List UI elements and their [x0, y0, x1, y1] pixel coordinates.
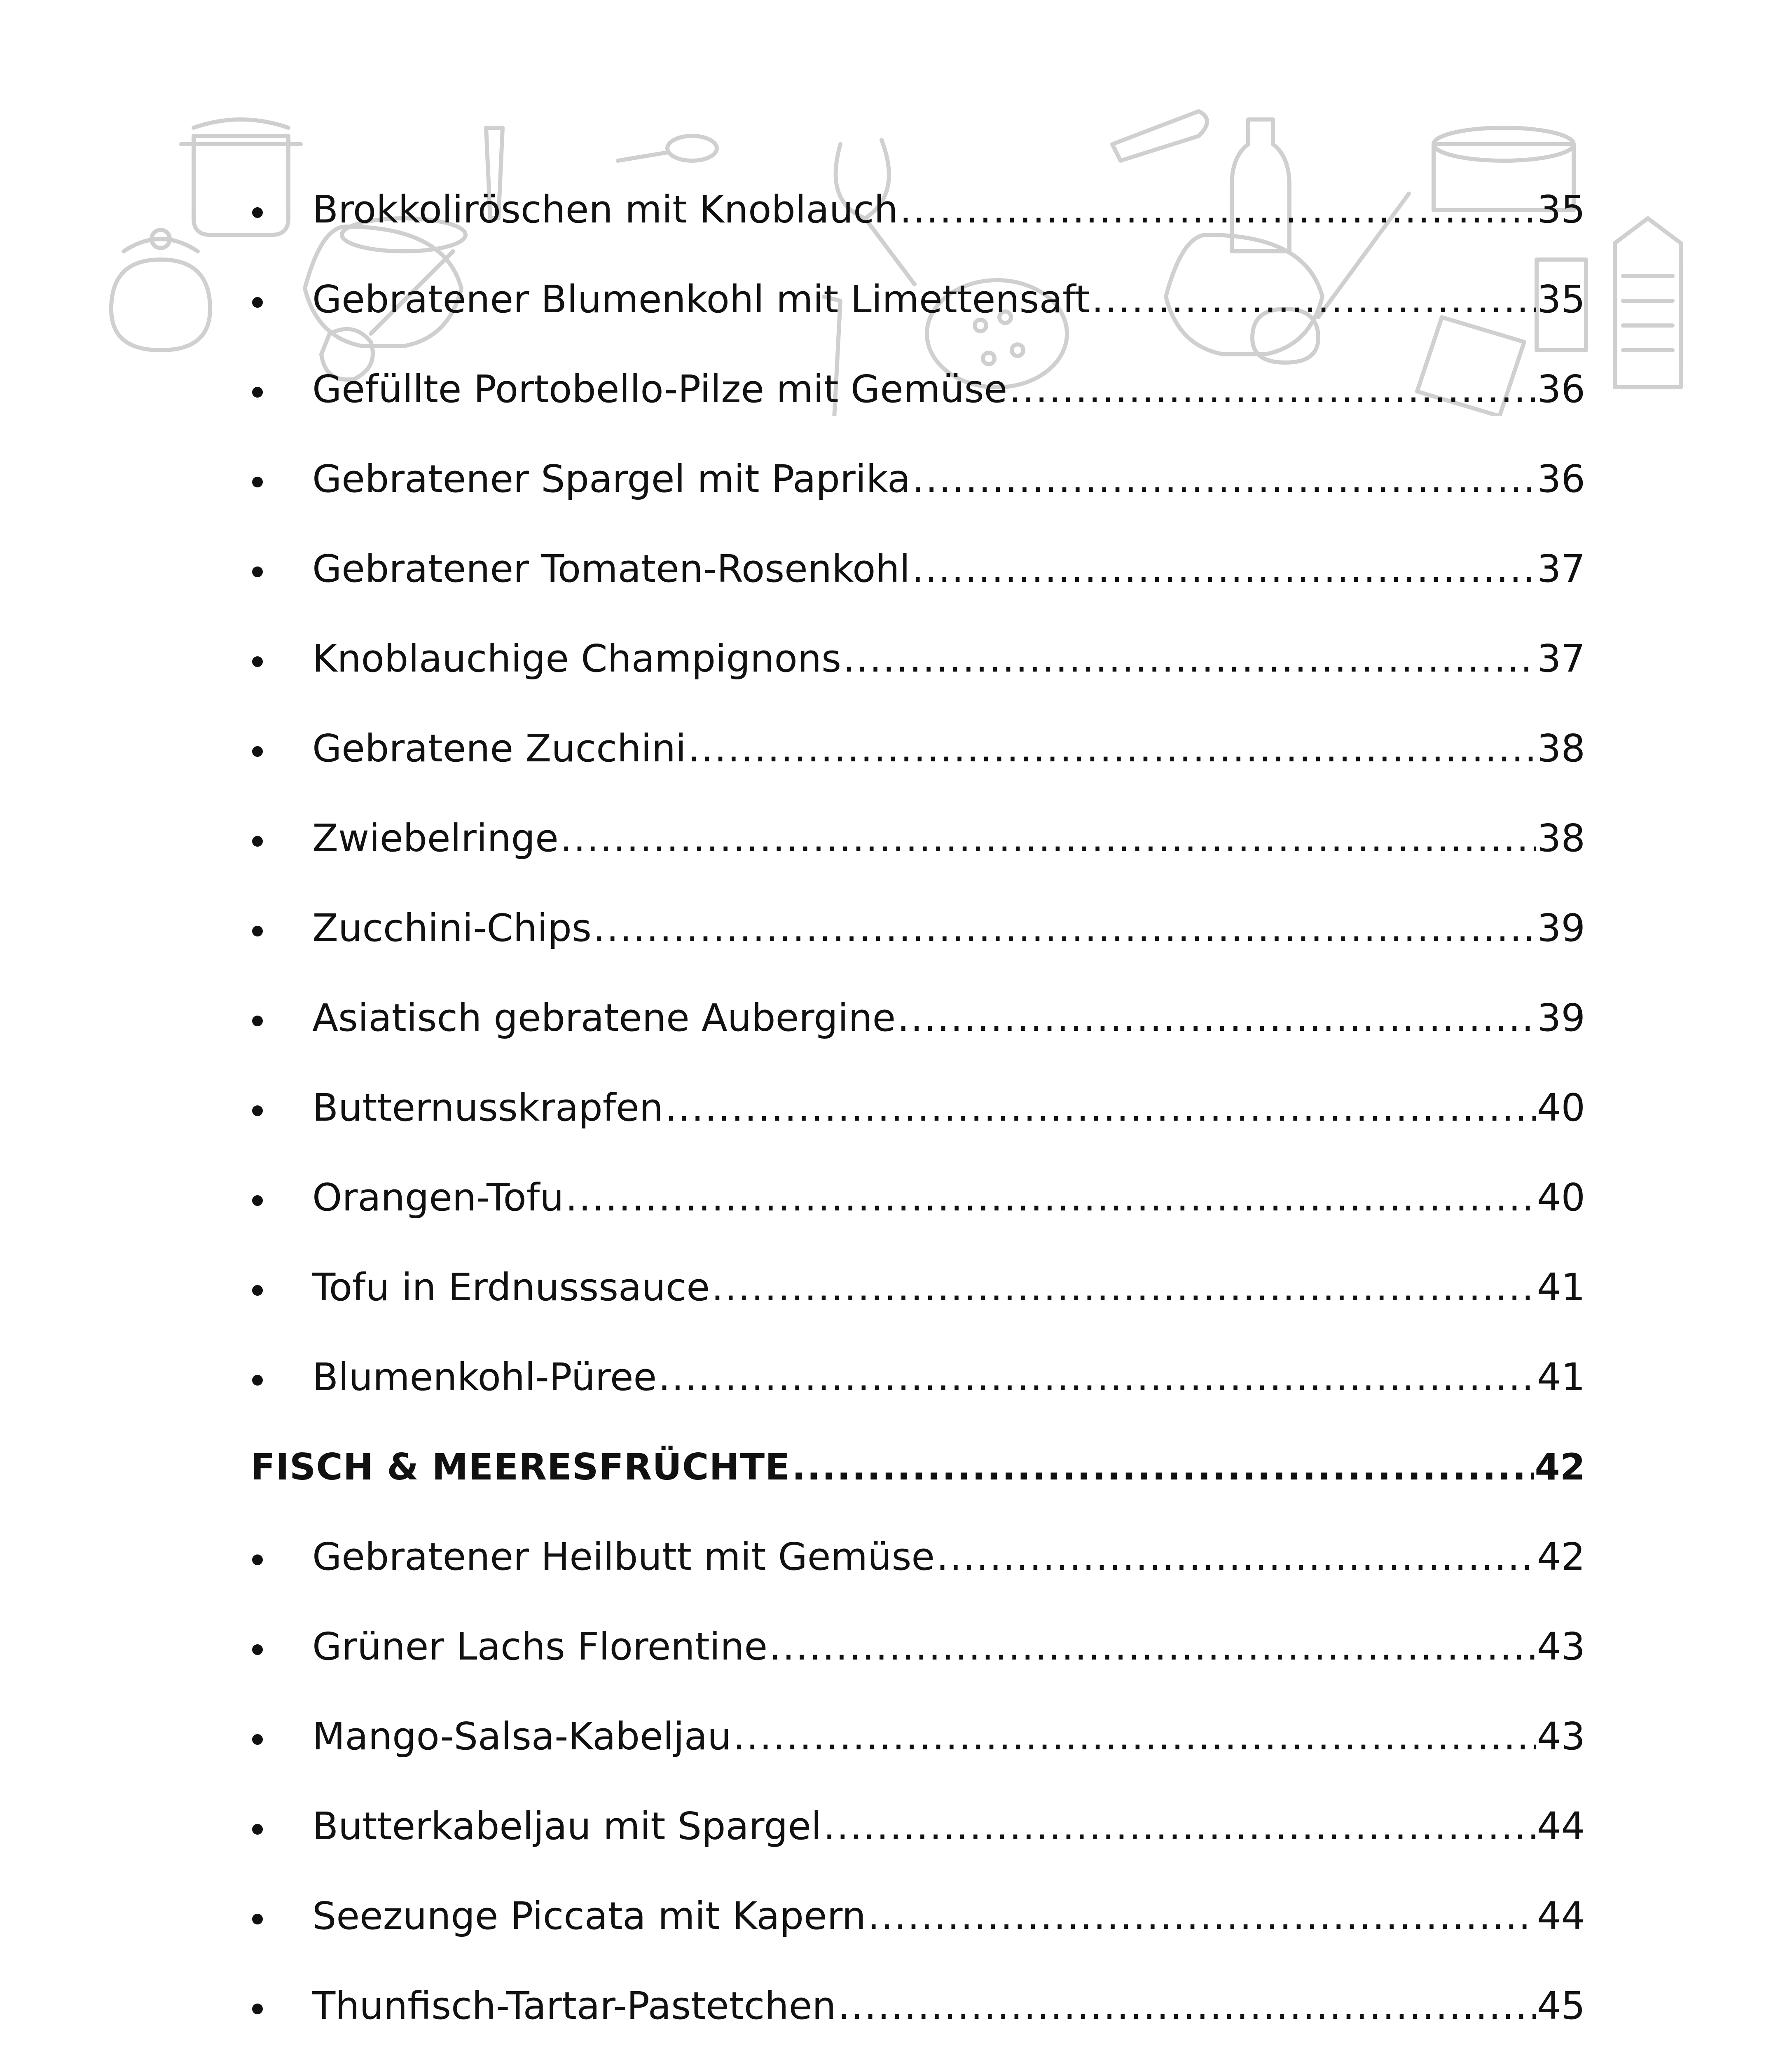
toc-page-number: 37 — [1537, 547, 1585, 591]
toc-entry[interactable] — [250, 255, 1585, 344]
dot-leader — [868, 1895, 1536, 1937]
toc-entry-title: Gefüllte Portobello-Pilze mit Gemüse — [312, 367, 1008, 411]
bullet-icon — [250, 434, 312, 524]
toc-entry-title: Gebratener Spargel mit Paprika — [312, 457, 911, 501]
toc-entry[interactable] — [250, 1961, 1585, 2051]
dot-leader — [843, 638, 1536, 679]
dot-leader — [711, 1266, 1536, 1308]
toc-entry-title: Gebratener Tomaten-Rosenkohl — [312, 547, 910, 591]
dot-leader — [1009, 368, 1536, 410]
bullet-icon — [250, 614, 312, 704]
toc-entry[interactable] — [250, 344, 1585, 434]
toc-entry[interactable] — [250, 1692, 1585, 1781]
toc-entry[interactable] — [250, 1602, 1585, 1692]
dot-leader — [665, 1087, 1536, 1128]
bullet-icon — [250, 1961, 312, 2051]
bullet-icon — [250, 704, 312, 794]
toc-entry-title: Knoblauchige Champignons — [312, 637, 842, 681]
toc-section-heading[interactable] — [250, 1422, 1585, 1512]
dot-leader — [838, 1985, 1536, 2027]
toc-entry-title: Seezunge Piccata mit Kapern — [312, 1894, 866, 1938]
bullet-icon — [250, 1153, 312, 1243]
dot-leader — [769, 1626, 1536, 1667]
toc-entry[interactable] — [250, 2051, 1585, 2060]
toc-entry[interactable] — [250, 524, 1585, 614]
dot-leader — [792, 1447, 1534, 1487]
bullet-icon — [250, 344, 312, 434]
toc-page-number: 39 — [1537, 906, 1585, 950]
toc-page-number: 45 — [1537, 1984, 1585, 2028]
dot-leader — [593, 907, 1536, 949]
toc-page-number: 35 — [1537, 187, 1585, 232]
bullet-icon — [250, 1512, 312, 1602]
bullet-icon — [250, 524, 312, 614]
toc-page-number: 41 — [1537, 1355, 1585, 1399]
toc-entry[interactable] — [250, 1243, 1585, 1332]
toc-entry[interactable] — [250, 1781, 1585, 1871]
toc-page-number: 44 — [1537, 1804, 1585, 1848]
dot-leader — [733, 1716, 1536, 1757]
bullet-icon — [250, 883, 312, 973]
toc-entry[interactable] — [250, 434, 1585, 524]
toc-page-number: 42 — [1537, 1535, 1585, 1579]
dot-leader — [560, 817, 1536, 859]
dot-leader — [1092, 279, 1536, 320]
toc-entry[interactable] — [250, 883, 1585, 973]
toc-entry[interactable] — [250, 1512, 1585, 1602]
toc-entry-title: Gebratener Heilbutt mit Gemüse — [312, 1535, 935, 1579]
dot-leader — [912, 458, 1536, 500]
toc-entry-title: Asiatisch gebratene Aubergine — [312, 996, 896, 1040]
bullet-icon — [250, 1692, 312, 1781]
toc-page-number: 35 — [1537, 277, 1585, 321]
bullet-icon — [250, 1781, 312, 1871]
toc-page-number: 38 — [1537, 726, 1585, 770]
toc-page-number: 43 — [1537, 1714, 1585, 1758]
dot-leader — [566, 1177, 1536, 1218]
toc-entry-title: Butternusskrapfen — [312, 1086, 664, 1130]
toc-entry-title: Gebratener Blumenkohl mit Limettensaft — [312, 277, 1090, 321]
bullet-icon — [250, 165, 312, 255]
dot-leader — [658, 1356, 1536, 1398]
toc-page-number: 40 — [1537, 1175, 1585, 1220]
bullet-icon — [250, 1602, 312, 1692]
toc-page-number: 40 — [1537, 1086, 1585, 1130]
bullet-icon — [250, 973, 312, 1063]
toc-page-number: 41 — [1537, 1265, 1585, 1309]
toc-entry-title: Grüner Lachs Florentine — [312, 1625, 768, 1669]
toc-page-number: 39 — [1537, 996, 1585, 1040]
bullet-icon — [250, 255, 312, 344]
dot-leader — [823, 1805, 1536, 1847]
toc-entry[interactable] — [250, 794, 1585, 883]
toc-entry-title: Blumenkohl-Püree — [312, 1355, 657, 1399]
toc-entry[interactable] — [250, 1063, 1585, 1153]
toc-page-number: 43 — [1537, 1625, 1585, 1669]
toc-entry-title: Orangen-Tofu — [312, 1175, 564, 1220]
bullet-icon — [250, 1063, 312, 1153]
toc-page-number: 42 — [1535, 1446, 1585, 1488]
dot-leader — [897, 997, 1536, 1039]
toc-entry-title: Thunfisch-Tartar-Pastetchen — [312, 1984, 836, 2028]
bullet-icon — [250, 794, 312, 883]
toc-page-number: 36 — [1537, 367, 1585, 411]
toc-entry[interactable] — [250, 614, 1585, 704]
toc-entry[interactable] — [250, 1153, 1585, 1243]
toc-entry-title: Butterkabeljau mit Spargel — [312, 1804, 822, 1848]
toc-entry-title: Mango-Salsa-Kabeljau — [312, 1714, 732, 1758]
toc-entry[interactable] — [250, 1332, 1585, 1422]
table-of-contents — [250, 165, 1585, 2060]
toc-entry-title: FISCH & MEERESFRÜCHTE — [250, 1446, 791, 1488]
toc-entry[interactable] — [250, 973, 1585, 1063]
dot-leader — [688, 728, 1536, 769]
toc-page-number: 44 — [1537, 1894, 1585, 1938]
toc-entry-title: Brokkoliröschen mit Knoblauch — [312, 187, 898, 232]
dot-leader — [936, 1536, 1536, 1578]
dot-leader — [900, 189, 1536, 230]
bullet-icon — [250, 1243, 312, 1332]
toc-entry-title: Zwiebelringe — [312, 816, 559, 860]
toc-page-number: 36 — [1537, 457, 1585, 501]
toc-entry-title: Tofu in Erdnusssauce — [312, 1265, 710, 1309]
toc-page-number: 37 — [1537, 637, 1585, 681]
toc-page-number: 38 — [1537, 816, 1585, 860]
bullet-icon — [250, 2051, 312, 2060]
bullet-icon — [250, 1871, 312, 1961]
toc-entry[interactable] — [250, 1871, 1585, 1961]
dot-leader — [912, 548, 1536, 590]
bullet-icon — [250, 1332, 312, 1422]
toc-entry-title: Zucchini-Chips — [312, 906, 592, 950]
toc-entry[interactable] — [250, 704, 1585, 794]
toc-entry[interactable] — [250, 165, 1585, 255]
toc-entry-title: Gebratene Zucchini — [312, 726, 686, 770]
